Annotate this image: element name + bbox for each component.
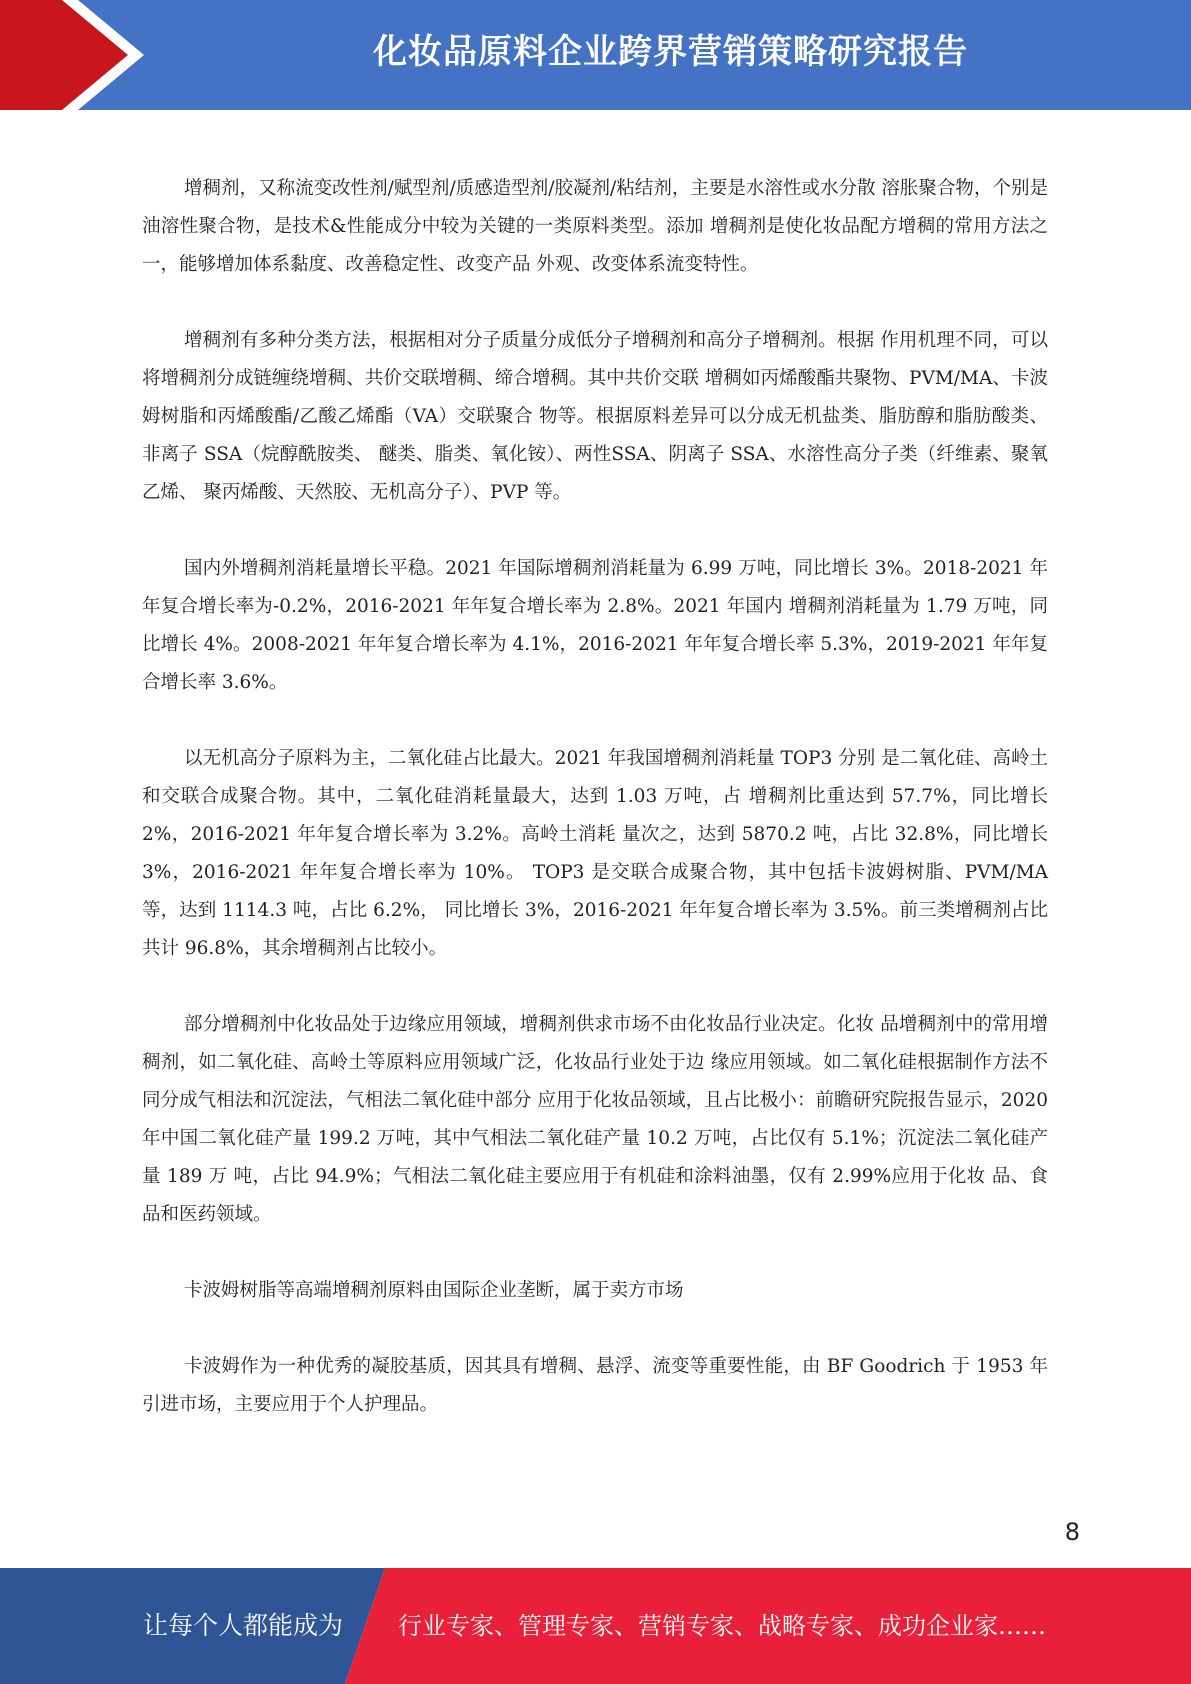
footer-slogan-right: 行业专家、管理专家、营销专家、战略专家、成功企业家…… bbox=[398, 1612, 1046, 1640]
document-title: 化妆品原料企业跨界营销策略研究报告 bbox=[373, 32, 968, 72]
chevron-accent-icon bbox=[0, 0, 150, 110]
paragraph-thickener-classification: 增稠剂有多种分类方法，根据相对分子质量分成低分子增稠剂和高分子增稠剂。根据 作用机理不同，可以将增稠剂分成链缠绕增稠、共价交联增稠、缔合增稠。其中共价交联 增稠如丙烯酸酯共聚物、PVM/MA、卡波姆树脂和丙烯酸酯/乙酸乙烯酯（VA）交联聚合 物等。根据原料差异可以分成无机盐类、脂肪醇和脂肪酸类、非离子 SSA（烷醇酰胺类、 醚类、脂类、氧化铵）、两性SSA、阴离子 SSA、水溶性高分子类（纤维素、聚氧乙烯、 聚丙烯酸、天然胶、无机高分子）、PVP 等。 bbox=[142, 330, 1048, 503]
footer-banner bbox=[0, 1568, 1191, 1684]
paragraph-consumption-growth: 国内外增稠剂消耗量增长平稳。2021 年国际增稠剂消耗量为 6.99 万吨，同比增长 3%。2018-2021 年年复合增长率为-0.2%，2016-2021 年年复合增长率为 2.8%。2021 年国内 增稠剂消耗量为 1.79 万吨，同比增长 4%。2008-2021 年年复合增长率为 4.1%，2016-2021 年年复合增长率 5.3%，2019-2021 年年复合增长率 3.6%。 bbox=[142, 558, 1048, 693]
paragraph-carbomer-heading: 卡波姆树脂等高端增稠剂原料由国际企业垄断，属于卖方市场 bbox=[184, 1280, 684, 1301]
paragraph-carbomer-intro: 卡波姆作为一种优秀的凝胶基质，因其具有增稠、悬浮、流变等重要性能，由 BF Goodrich 于 1953 年引进市场，主要应用于个人护理品。 bbox=[142, 1356, 1048, 1415]
document-body bbox=[142, 170, 1048, 1462]
footer-slogan-left: 让每个人都能成为 bbox=[143, 1611, 344, 1640]
paragraph-silica-share: 以无机高分子原料为主，二氧化硅占比最大。2021 年我国增稠剂消耗量 TOP3 分别 是二氧化硅、高岭土和交联合成聚合物。其中，二氧化硅消耗量最大，达到 1.03 万吨，占 增稠剂比重达到 57.7%，同比增长 2%，2016-2021 年年复合增长率为 3.2%。高岭土消耗 量次之，达到 5870.2 吨，占比 32.8%，同比增长 3%，2016-2021 年年复合增长率为 10%。 TOP3 是交联合成聚合物，其中包括卡波姆树脂、PVM/MA 等，达到 1114.3 吨，占比 6.2%， 同比增长 3%，2016-2021 年年复合增长率为 3.5%。前三类增稠剂占比共计 96.8%，其余增稠剂占比较小。 bbox=[142, 748, 1048, 959]
paragraph-marginal-application: 部分增稠剂中化妆品处于边缘应用领域，增稠剂供求市场不由化妆品行业决定。化妆 品增稠剂中的常用增稠剂，如二氧化硅、高岭土等原料应用领域广泛，化妆品行业处于边 缘应用领域。如二氧化硅根据制作方法不同分成气相法和沉淀法，气相法二氧化硅中部分 应用于化妆品领域，且占比极小：前瞻研究院报告显示，2020 年中国二氧化硅产量 199.2 万吨，其中气相法二氧化硅产量 10.2 万吨，占比仅有 5.1%；沉淀法二氧化硅产量 189 万 吨，占比 94.9%；气相法二氧化硅主要应用于有机硅和涂料油墨，仅有 2.99%应用于化妆 品、食品和医药领域。 bbox=[142, 1014, 1048, 1225]
page-number: 8 bbox=[1064, 1518, 1080, 1546]
header-bar bbox=[0, 0, 1191, 110]
paragraph-thickener-definition: 增稠剂，又称流变改性剂/赋型剂/质感造型剂/胶凝剂/粘结剂，主要是水溶性或水分散 溶胀聚合物，个别是油溶性聚合物，是技术&性能成分中较为关键的一类原料类型。添加 增稠剂是使化妆品配方增稠的常用方法之一，能够增加体系黏度、改善稳定性、改变产品 外观、改变体系流变特性。 bbox=[142, 178, 1048, 275]
